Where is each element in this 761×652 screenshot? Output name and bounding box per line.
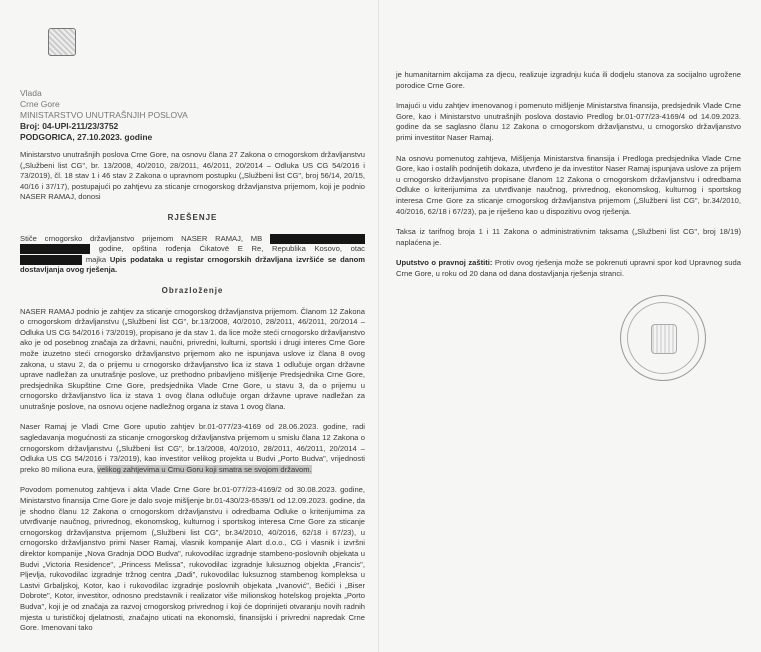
legal-remedy-text: Protiv ovog rješenja može se pokrenuti upravni spor kod Upravnog suda Crne Gore, u roku od 20 dana od dana dostavljanja rješenja stranci. [396, 258, 741, 278]
reasoning-paragraph-2-text: Naser Ramaj je Vladi Crne Gore uputio zahtjev br.01-077/23-4169 od 28.06.2023. godine, radi sagledavanja mogućnosti za sticanje crnogorskog državljanstva prijemom u smislu člana 12 Zakona o crnogorskom državljanstvu („Službeni list CG", br.13/2008, 40/2010, 28/2011, 46/2011, 20/2014 – Odluka US CG 54/2016 i 73/2019), kao investitor velikog projekta u Budvi „Porto Budva", vrijednosti preko 80 miliona eura, [20, 422, 365, 474]
page-fold-line [378, 0, 379, 652]
reasoning-title: Obrazloženje [161, 285, 224, 295]
right-paragraph-3: Na osnovu pomenutog zahtjeva, Mišljenja Ministarstva finansija i Predloga predsjednika Vlade Crne Gore, kao i ostalih podnijetih dokaza, utvrđeno je da investitor Naser Ramaj ispunjava uslove za prijem u crnogorsko državljanstvo propisane članom 12 Zakona o crnogorskom državljanstvu i odredbama Odluke o kriterijumima za utvrđivanje naučnog, privrednog, ekonomskog, kulturnog i sportskog interesa Crne Gore za sticanje crnogorskog državljanstva prijemom („Službeni list CG", br.34/2010, 40/2016, 62/18 i 67/23), pa je riješeno kao u dispozitivu ovog rješenja. [396, 153, 741, 216]
right-paragraph-4: Taksa iz tarifnog broja 1 i 11 Zakona o administrativnim taksama („Službeni list CG", broj 18/19) naplaćena je. [396, 227, 741, 247]
legal-remedy-label: Uputstvo o pravnoj zaštiti: [396, 258, 493, 268]
highlighted-text: velikog zahtjevima u Crnu Goru koji smatra se svojom državom. [97, 464, 312, 474]
left-column [20, 150, 365, 644]
right-column [396, 70, 741, 290]
official-seal-stamp [620, 295, 706, 381]
intro-paragraph: Ministarstvo unutrašnjih poslova Crne Gore, na osnovu člana 27 Zakona o crnogorskom državljanstvu („Službeni list CG", br. 13/2008, 40/2010, 28/2011, 46/2011, 20/2014 – Odluka US CG 54/2016 i 73/2019), čl. 18 stav 1 i 46 stav 2 Zakona o upravnom postupku („Službeni list CG", broj 56/14, 20/15, 40/16 i 37/17), postupajući po zahtjevu za sticanje crnogorskog državljanstva prijemom, koji je podnio NASER RAMAJ, donosi [20, 150, 365, 202]
decision-text-a: Stiče crnogorsko državljanstvo prijemom NASER RAMAJ, MB [20, 233, 263, 243]
reasoning-paragraph-2 [20, 422, 365, 475]
right-paragraph-1: je humanitarnim akcijama za djecu, realizuje izgradnju kuća ili dodjelu stanova za socijalno ugrožene porodice Crne Gore. [396, 70, 741, 90]
coat-of-arms-icon [48, 28, 76, 56]
place-and-date: PODGORICA, 27.10.2023. godine [20, 132, 153, 142]
letterhead [20, 88, 360, 143]
redaction-bar [270, 234, 365, 244]
redaction-bar [20, 244, 90, 254]
decision-title: RJEŠENJE [167, 212, 218, 222]
redaction-bar [20, 255, 82, 265]
reasoning-paragraph-3: Povodom pomenutog zahtjeva i akta Vlade Crne Gore br.01-077/23-4169/2 od 30.08.2023. godine, Ministarstvo finansija Crne Gore je dalo svoje mišljenje br.01-430/23-6539/1 od 12.09.2023. godine, da je shodno članu 12 Zakona o crnogorskom državljanstvu i odredbama Odluke o kriterijumima za utvrđivanje naučnog, privrednog, ekonomskog, kulturnog i sportskog interesa Crne Gore za sticanje crnogorskog državljanstva prijemom („Službeni list CG", br.34/2010, 40/2016, 62/18 i 67/23), u crnogorsko državljanstvo primi Naser Ramaj, vlasnik kompanije Alart d.o.o., CG i vlasnik i izvršni direktor kompanije „Nova Gradnja DOO Budva", rukovodilac izgradnje stambeno-poslovnih objekata u Budvi „Victoria Residence", „Princess Melissa", rukovodilac izgradnje luksuznog objekta „Francis", Pljevlja, rukovodilac izgradnje tržnog centra „Dadi", rukovodilac luksuznog stambenog kompleksa u Lastvi Grbaljskoj, Kotor, kao i rukovodilac izgradnje poslovnih objekata „Ivanović", Bečići i „Biser Dobrote", Kotor, investitor, odnosno predstavnik i realizator više milionskog hotelskog projekta „Porto Budva", koji je od značaja za razvoj crnogorskog privrednog i koji će doprinijeti otvaranju novih radnih mjesta u turističkoj djelatnosti, značajno uticati na ekonomski, finansijski i privredni napredak Crne Gore. Imenovani tako [20, 485, 365, 633]
reasoning-paragraph-1: NASER RAMAJ podnio je zahtjev za sticanje crnogorskog državljanstva prijemom. Članom 12 Zakona o crnogorskom državljanstvu („Službeni list CG", br.13/2008, 40/2010, 28/2011, 46/2011, 20/2014 – Odluka US CG 54/2016 i 73/2019), propisano je da stav 1. da lice može steći crnogorsko državljanstvo ako je od posebnog značaja za državni, naučni, privredni, kulturni, sportski i drugi interes Crne Gore može izuzetno steći crnogorsko državljanstvo prijemom ako ne ispunjava uslove iz člana 8 ovog zakona, u stavu 2, da o prijemu u crnogorsko državljanstvo lica iz stava 1 odlučuje organ državne uprave nadležan za unutrašnje poslove, uz prethodno pribavljeno mišljenje Predsjednika Crne Gore, predsjednika Skupštine Crne Gore, predsjednika Vlade Crne Gore, u stavu 3, da o prijemu u crnogorsko državljanstvo lica iz stava 1 ovog člana odlučuje organ državne uprave nadležan za unutrašnje poslove, na osnovu ocjene nadležnog organa iz stava 1 ovog člana. [20, 306, 365, 411]
decision-text-b: godine, opština rođenja Ćikatovë E Re, Republika Kosovo, otac [98, 244, 365, 254]
decision-text-c: majka [85, 254, 107, 264]
letterhead-line-3: MINISTARSTVO UNUTRAŠNJIH POSLOVA [20, 110, 188, 120]
letterhead-line-2: Crne Gore [20, 99, 60, 109]
reference-number: Broj: 04-UPI-211/23/3752 [20, 121, 119, 131]
right-paragraph-5 [396, 258, 741, 279]
decision-paragraph [20, 234, 365, 276]
right-paragraph-2: Imajući u vidu zahtjev imenovanog i pomenuto mišljenje Ministarstva finansija, predsjednik Vlade Crne Gore, kao i Ministarstvo unutrašnjih poslova dostavio Predlog br.01-077/23-4169/4 od 14.09.2023. godine da se saglasno članu 12 Zakona o crnogorskom državljanstvu, u crnogorsko državljanstvo primi investitor Naser Ramaj. [396, 101, 741, 142]
letterhead-line-1: Vlada [20, 88, 42, 98]
decision-registry-text: Upis podataka u registar crnogorskih državljana izvršiće se danom dostavljanja ovog rješenja. [20, 254, 365, 275]
